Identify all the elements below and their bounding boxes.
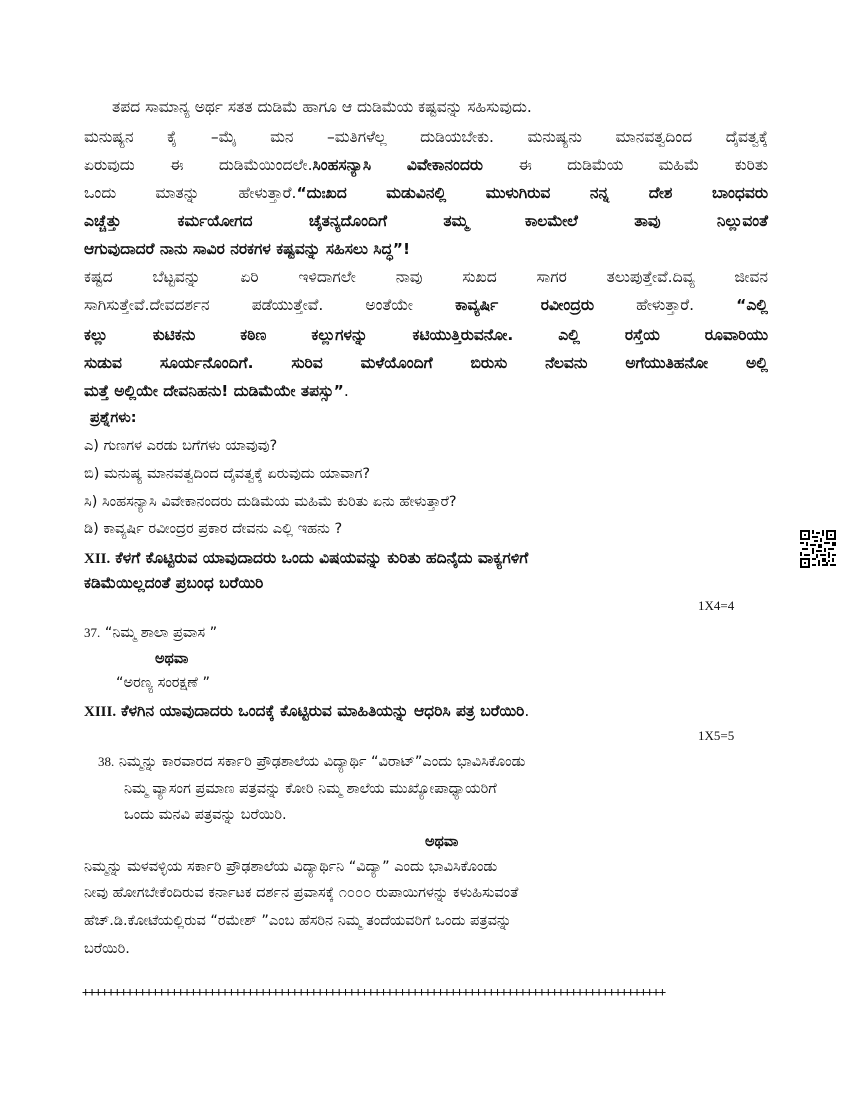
section-12-label: XII. — [84, 551, 111, 567]
passage-p2-line2-a: ಸಾಗಿಸುತ್ತೇವೆ.ದೇವದರ್ಶನ ಪಡೆಯುತ್ತೇವೆ. ಅಂತೆಯೇ — [84, 296, 456, 314]
question-37-alt: “ಅರಣ್ಯ ಸಂರಕ್ಷಣೆ ” — [116, 675, 210, 691]
passage-p1-line1: ತಪದ ಸಾಮಾನ್ಯ ಅರ್ಥ ಸತತ ದುಡಿಮೆ ಹಾಗೂ ಆ ದುಡಿಮೆಯ ಕಷ್ಟವನ್ನು ಸಹಿಸುವುದು. — [112, 98, 532, 116]
passage-p1-line4-a: ಒಂದು ಮಾತನ್ನು ಹೇಳುತ್ತಾರೆ. — [84, 184, 297, 202]
question-38-line1 — [98, 752, 525, 772]
section-12-instruction: ಕೆಳಗೆ ಕೊಟ್ಟಿರುವ ಯಾವುದಾದರು ಒಂದು ವಿಷಯವನ್ನು ಕುರಿತು ಹದಿನೈದು ವಾಕ್ಯಗಳಿಗೆ — [115, 549, 529, 567]
passage-p2-line4: ಸುಡುವ ಸೂರ್ಯನೊಂದಿಗೆ. ಸುರಿವ ಮಳೆಯೊಂದಿಗೆ ಬಿರುಸು ನೆಲವನು ಅಗೆಯುತಿಹನೋ ಅಲ್ಲಿ — [84, 354, 768, 372]
passage-p2-line1: ಕಷ್ಟದ ಬೆಟ್ಟವನ್ನು ಏರಿ ಇಳಿದಾಗಲೇ ನಾವು ಸುಖದ ಸಾಗರ ತಲುಪುತ್ತೇವೆ.ದಿವ್ಯ ಜೀವನ — [84, 268, 768, 286]
passage-p1-line4-bold: “ದುಃಖದ ಮಡುವಿನಲ್ಲಿ ಮುಳುಗಿರುವ ನನ್ನ ದೇಶ ಬಾಂಧವರು — [296, 184, 768, 202]
question-b: ಬಿ) ಮನುಷ್ಯ ಮಾನವತ್ವದಿಂದ ದೈವತ್ವಕ್ಕೆ ಏರುವುದು ಯಾವಾಗ? — [84, 466, 371, 482]
question-c: ಸಿ) ಸಿಂಹಸನ್ಯಾಸಿ ವಿವೇಕಾನಂದರು ದುಡಿಮೆಯ ಮಹಿಮೆ ಕುರಿತು ಏನು ಹೇಳುತ್ತಾರೆ? — [84, 494, 457, 510]
question-38-alt-line3: ಹೆಚ್.ಡಿ.ಕೋಟೆಯಲ್ಲಿರುವ “ರಮೇಶ್ ”ಎಂಬ ಹೆಸರಿನ ನಿಮ್ಮ ತಂದೆಯವರಿಗೆ ಒಂದು ಪತ್ರವನ್ನು — [84, 913, 512, 929]
question-38-line2: ನಿಮ್ಮ ವ್ಯಾಸಂಗ ಪ್ರಮಾಣ ಪತ್ರವನ್ನು ಕೋರಿ ನಿಮ್ಮ ಶಾಲೆಯ ಮುಖ್ಯೋಪಾಧ್ಯಾಯರಿಗೆ — [124, 781, 497, 797]
footer-separator: ++++++++++++++++++++++++++++++++++++++++++++++++++++++++++++++++++++++++++++++++++++++++++++ — [82, 985, 666, 999]
passage-p1-line4 — [84, 183, 768, 203]
question-a: ಎ) ಗುಣಗಳ ಎರಡು ಬಗೆಗಳು ಯಾವುವು? — [84, 438, 278, 454]
question-d: ಡಿ) ಕಾವ್ಯರ್ಷಿ ರವೀಂದ್ರರ ಪ್ರಕಾರ ದೇವನು ಎಲ್ಲಿ ಇಹನು ? — [84, 521, 343, 537]
passage-p2-line2 — [84, 295, 768, 315]
passage-p2-line3: ಕಲ್ಲು ಕುಟಿಕನು ಕಠಿಣ ಕಲ್ಲುಗಳನ್ನು ಕಟಿಯುತ್ತಿರುವನೋ. ಎಲ್ಲಿ ರಸ್ತೆಯ ರೂವಾರಿಯು — [84, 326, 768, 344]
passage-p2-line5-tail: . — [343, 382, 349, 400]
section-13-line1-tail: . — [524, 702, 530, 720]
section-13-line1 — [84, 701, 529, 722]
question-38-text: ನಿಮ್ಮನ್ನು ಕಾರವಾರದ ಸರ್ಕಾರಿ ಪ್ರೌಢಶಾಲೆಯ ವಿದ್ಯಾರ್ಥಿ “ವಿರಾಟ್”ಎಂದು ಭಾವಿಸಿಕೊಂಡು — [118, 754, 526, 770]
section-13-instruction: ಕೆಳಗಿನ ಯಾವುದಾದರು ಒಂದಕ್ಕೆ ಕೊಟ್ಟಿರುವ ಮಾಹಿತಿಯನ್ನು ಆಧರಿಸಿ ಪತ್ರ ಬರೆಯಿರಿ — [121, 702, 525, 720]
section-12-line1 — [84, 548, 528, 569]
question-37-text: “ನಿಮ್ಮ ಶಾಲಾ ಪ್ರವಾಸ ” — [104, 625, 218, 641]
passage-p1-line3-a: ಏರುವುದು ಈ ದುಡಿಮೆಯಿಂದಲೇ. — [84, 156, 313, 174]
questions-heading: ಪ್ರಶ್ನೆಗಳು: — [90, 410, 137, 426]
question-38-number: 38. — [98, 754, 115, 769]
passage-p2-line2-tail: ಹೇಳುತ್ತಾರೆ. — [594, 296, 737, 314]
question-37-number: 37. — [84, 625, 101, 640]
section-12-marks: 1X4=4 — [698, 598, 735, 613]
question-38-alt-line4: ಬರೆಯಿರಿ. — [84, 941, 130, 957]
section-13-or: ಅಥವಾ — [425, 834, 459, 850]
question-37 — [84, 623, 217, 643]
passage-p1-line3-tail: ಈ ದುಡಿಮೆಯ ಮಹಿಮೆ ಕುರಿತು — [482, 156, 768, 174]
section-13-label: XIII. — [84, 704, 117, 720]
passage-p1-line5: ಎಚ್ಚೆತ್ತು ಕರ್ಮಯೋಗದ ಚೈತನ್ಯದೊಂದಿಗೆ ತಮ್ಮ ಕಾಲಮೇಲೆ ತಾವು ನಿಲ್ಲುವಂತೆ — [84, 212, 768, 230]
passage-p2-line5 — [84, 381, 349, 401]
section-13-marks: 1X5=5 — [698, 728, 735, 743]
qr-code-icon — [800, 530, 836, 568]
question-38-line3: ಒಂದು ಮನವಿ ಪತ್ರವನ್ನು ಬರೆಯಿರಿ. — [124, 807, 287, 823]
question-38-alt-line2: ನೀವು ಹೋಗಬೇಕೆಂದಿರುವ ಕರ್ನಾಟಕ ದರ್ಶನ ಪ್ರವಾಸಕ್ಕೆ ೧೦೦೦ ರುಪಾಯಿಗಳನ್ನು ಕಳುಹಿಸುವಂತೆ — [84, 885, 519, 901]
section-12-line2: ಕಡಿಮೆಯಿಲ್ಲದಂತೆ ಪ್ರಬಂಧ ಬರೆಯಿರಿ — [84, 574, 264, 592]
question-38-alt-line1: ನಿಮ್ಮನ್ನು ಮಳವಳ್ಳಿಯ ಸರ್ಕಾರಿ ಪ್ರೌಢಶಾಲೆಯ ವಿದ್ಯಾರ್ಥಿನಿ “ವಿದ್ಯಾ” ಎಂದು ಭಾವಿಸಿಕೊಂಡು — [84, 859, 498, 875]
passage-p2-line2-bold: ಕಾವ್ಯರ್ಷಿ ರವೀಂದ್ರರು — [455, 296, 595, 314]
passage-p1-line3 — [84, 155, 768, 175]
section-12-or: ಅಥವಾ — [155, 651, 189, 667]
passage-p2-line2-bold2: “ಎಲ್ಲಿ — [736, 296, 768, 314]
passage-p2-line5-bold: ಮತ್ತೆ ಅಲ್ಲಿಯೇ ದೇವನಿಹನು! ದುಡಿಮೆಯೇ ತಪಸ್ಸು” — [84, 382, 344, 400]
passage-p1-line2: ಮನುಷ್ಯನ ಕೈ –ಮೈ ಮನ –ಮತಿಗಳೆಲ್ಲ ದುಡಿಯಬೇಕು. ಮನುಷ್ಯನು ಮಾನವತ್ವದಿಂದ ದೈವತ್ವಕ್ಕೆ — [84, 128, 768, 146]
passage-p1-line6: ಆಗುವುದಾದರೆ ನಾನು ಸಾವಿರ ನರಕಗಳ ಕಷ್ಟವನ್ನು ಸಹಿಸಲು ಸಿದ್ಧ”! — [84, 240, 411, 258]
passage-p1-line3-bold: ಸಿಂಹಸನ್ಯಾಸಿ ವಿವೇಕಾನಂದರು — [312, 156, 483, 174]
